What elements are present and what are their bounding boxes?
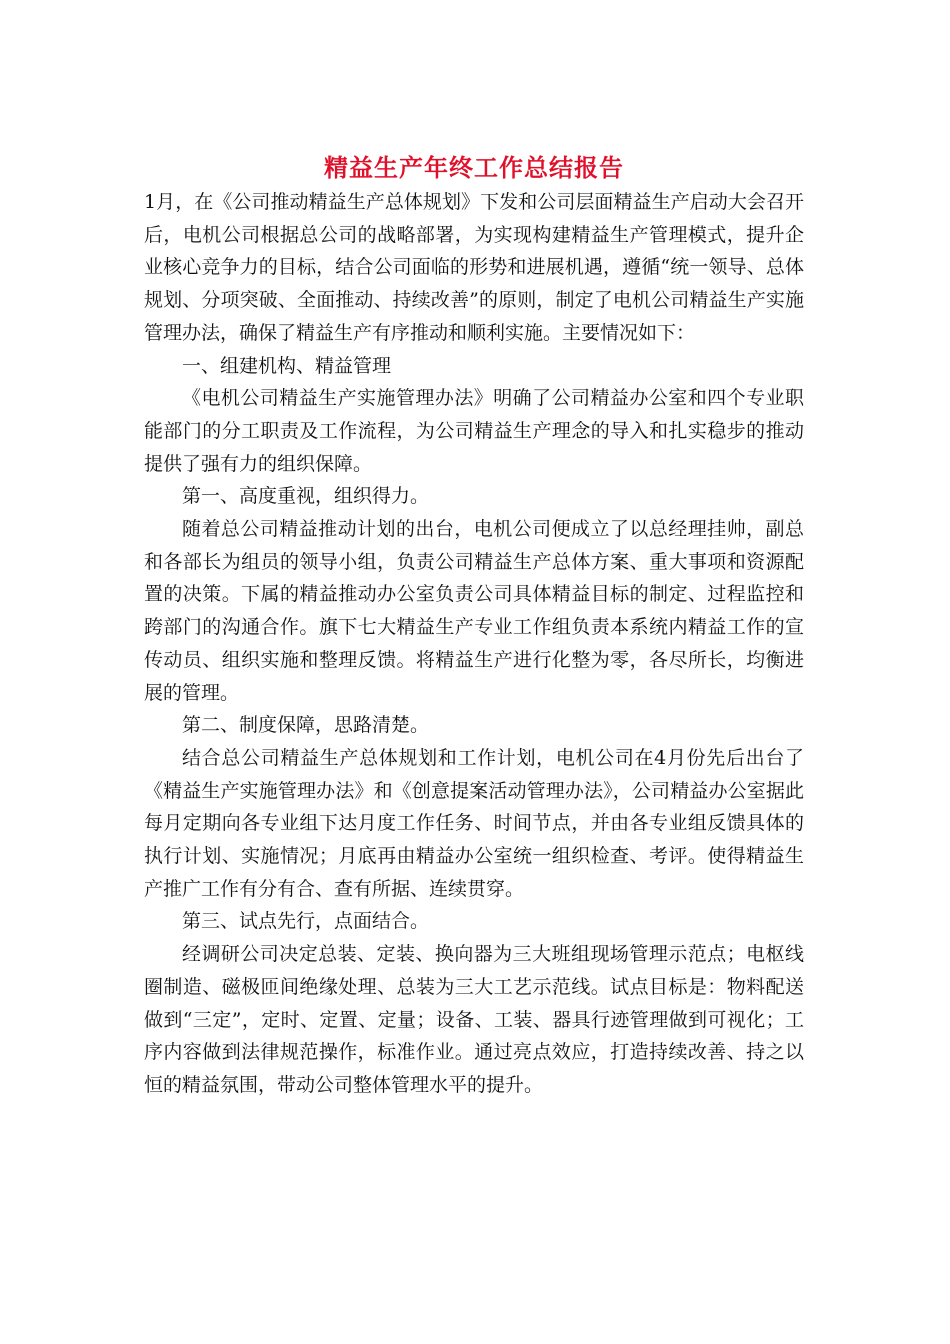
paragraph-body: 结合总公司精益生产总体规划和工作计划，电机公司在4月份先后出台了《精益生产实施管理办法》和《创意提案活动管理办法》，公司精益办公室据此每月定期向各专业组下达月度工作任务、时间节点，并由各专业组反馈具体的执行计划、实施情况；月底再由精益办公室统一组织检查、考评。使得精益生产推广工作有分有合、查有所据、连续贯穿。	[144, 746, 804, 900]
paragraph-body: 随着总公司精益推动计划的出台，电机公司便成立了以总经理挂帅，副总和各部长为组员的领导小组，负责公司精益生产总体方案、重大事项和资源配置的决策。下属的精益推动办公室负责公司具体精益目标的制定、过程监控和跨部门的沟通合作。旗下七大精益生产专业工作组负责本系统内精益工作的宣传动员、组织实施和整理反馈。将精益生产进行化整为零，各尽所长，均衡进展的管理。	[144, 518, 804, 704]
subsection-heading-2: 第二、制度保障，思路清楚。	[182, 714, 430, 737]
section-heading-1: 一、组建机构、精益管理	[182, 354, 392, 377]
paragraph-intro: 1月，在《公司推动精益生产总体规划》下发和公司层面精益生产启动大会召开后，电机公司根据总公司的战略部署，为实现构建精益生产管理模式，提升企业核心竞争力的目标，结合公司面临的形势和进展机遇，遵循“统一领导、总体规划、分项突破、全面推动、持续改善”的原则，制定了电机公司精益生产实施管理办法，确保了精益生产有序推动和顺利实施。主要情况如下：	[144, 191, 804, 344]
document-page	[144, 150, 804, 1102]
subsection-heading-3: 第三、试点先行，点面结合。	[182, 910, 430, 933]
paragraph-body: 《电机公司精益生产实施管理办法》明确了公司精益办公室和四个专业职能部门的分工职责及工作流程，为公司精益生产理念的导入和扎实稳步的推动提供了强有力的组织保障。	[144, 387, 804, 475]
subsection-heading-1: 第一、高度重视，组织得力。	[182, 485, 430, 508]
paragraph-body: 经调研公司决定总装、定装、换向器为三大班组现场管理示范点；电枢线圈制造、磁极匝间绝缘处理、总装为三大工艺示范线。试点目标是：物料配送做到“三定”，定时、定置、定量；设备、工装、器具行迹管理做到可视化；工序内容做到法律规范操作，标准作业。通过亮点效应，打造持续改善、持之以恒的精益氛围，带动公司整体管理水平的提升。	[144, 943, 804, 1096]
document-title: 精益生产年终工作总结报告	[324, 153, 624, 182]
